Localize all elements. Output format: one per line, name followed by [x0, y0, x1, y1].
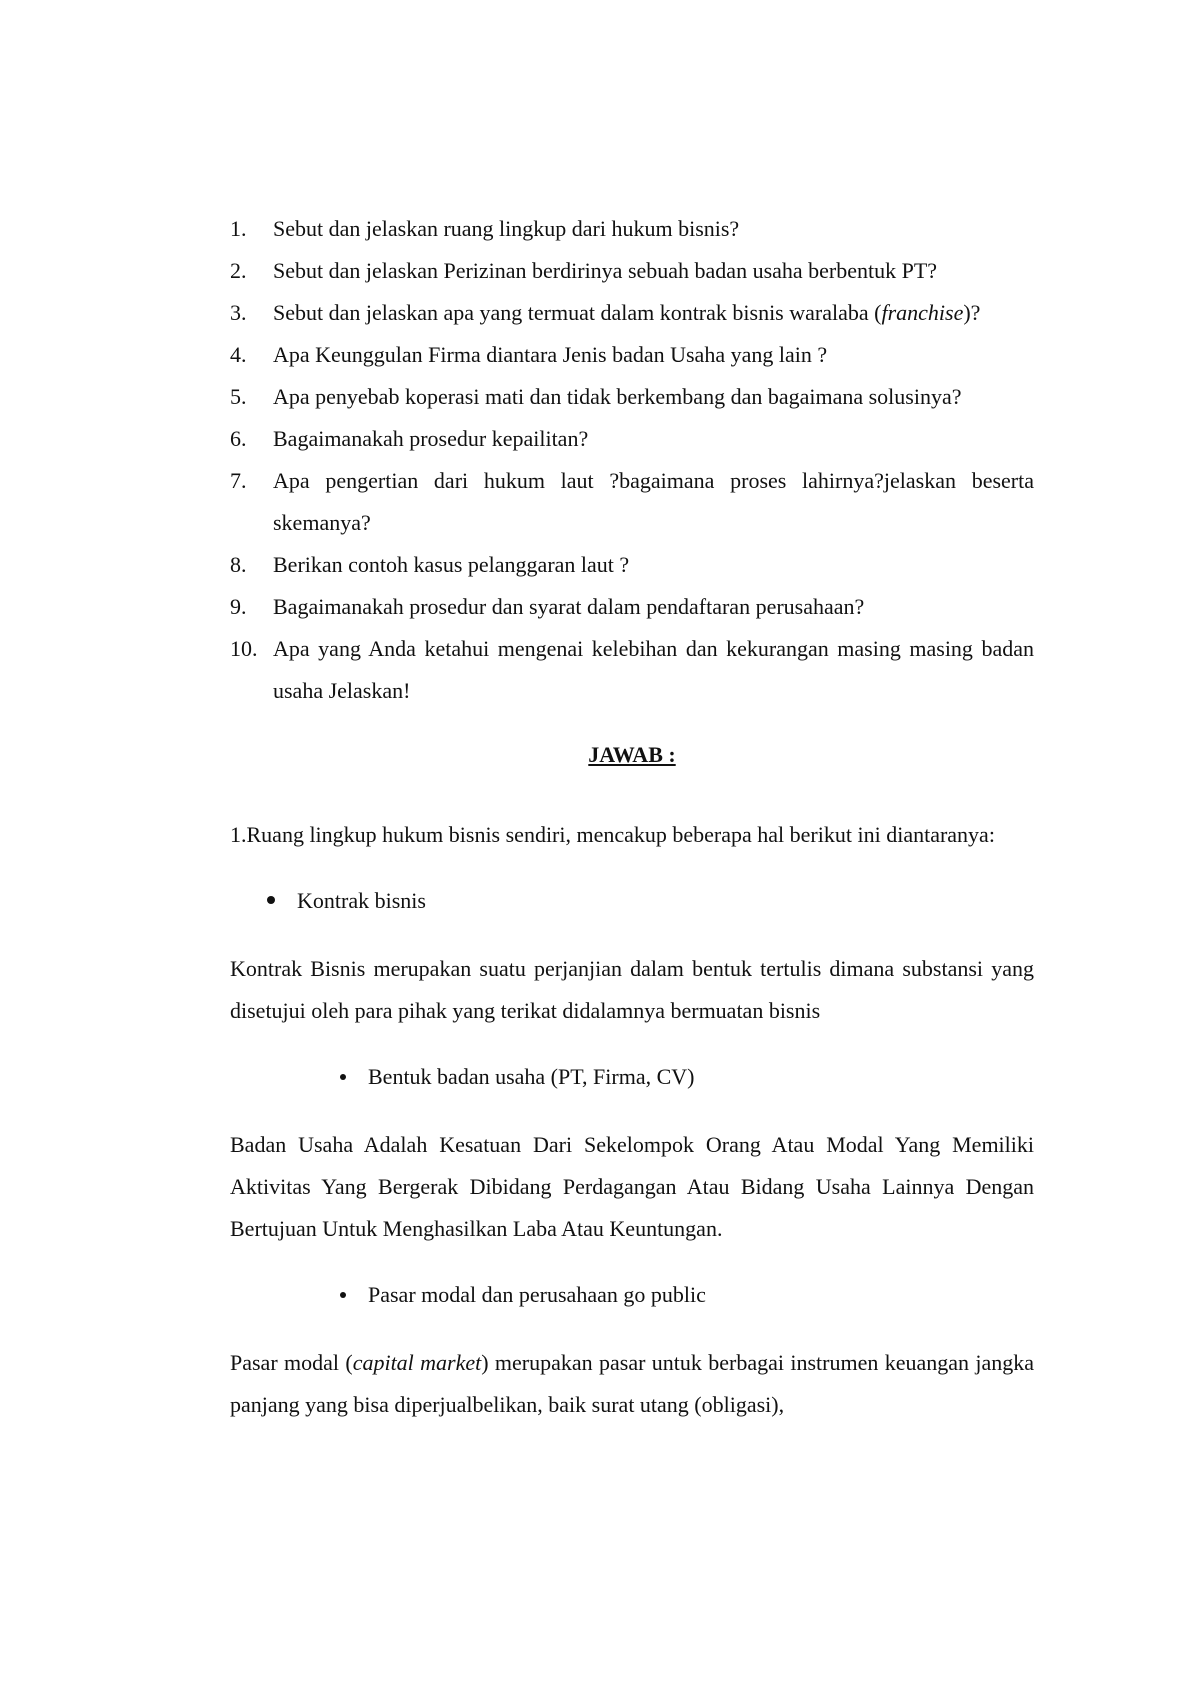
- question-text: Berikan contoh kasus pelanggaran laut ?: [273, 552, 630, 577]
- question-text: Apa pengertian dari hukum laut ?bagaimana proses lahirnya?jelaskan beserta skemanya?: [273, 468, 1034, 535]
- question-item: [230, 334, 1034, 376]
- question-number: 4.: [230, 342, 247, 367]
- question-item: [230, 292, 1034, 334]
- question-text: Sebut dan jelaskan ruang lingkup dari hukum bisnis?: [273, 216, 740, 241]
- question-text: Bagaimanakah prosedur kepailitan?: [273, 426, 589, 451]
- question-number: 6.: [230, 426, 247, 451]
- question-item: [230, 250, 1034, 292]
- question-item: [230, 460, 1034, 544]
- question-number: 1.: [230, 216, 247, 241]
- answer-intro: 1.Ruang lingkup hukum bisnis sendiri, mencakup beberapa hal berikut ini diantaranya:: [230, 822, 995, 847]
- bullet-text: Kontrak bisnis: [297, 888, 426, 913]
- question-text: Sebut dan jelaskan Perizinan berdirinya sebuah badan usaha berbentuk PT?: [273, 258, 938, 283]
- question-text: Apa Keunggulan Firma diantara Jenis badan Usaha yang lain ?: [273, 342, 828, 367]
- question-number: 5.: [230, 384, 247, 409]
- question-text-part: Sebut dan jelaskan apa yang termuat dalam kontrak bisnis waralaba (: [273, 300, 882, 325]
- question-text: Apa yang Anda ketahui mengenai kelebihan dan kekurangan masing masing badan usaha Jelaskan!: [273, 636, 1034, 703]
- question-text-italic: franchise: [881, 300, 964, 325]
- answer-paragraph: [230, 1342, 1034, 1426]
- question-number: 8.: [230, 552, 247, 577]
- question-item: [230, 586, 1034, 628]
- question-number: 10.: [230, 636, 258, 661]
- question-item: [230, 376, 1034, 418]
- bullet-text: Pasar modal dan perusahaan go public: [368, 1282, 706, 1307]
- bullet-item: [230, 1056, 1034, 1098]
- question-text-part: )?: [963, 300, 981, 325]
- question-item: [230, 628, 1034, 712]
- answer-paragraph: Badan Usaha Adalah Kesatuan Dari Sekelompok Orang Atau Modal Yang Memiliki Aktivitas Yang Bergerak Dibidang Perdagangan Atau Bidang Usaha Lainnya Dengan Bertujuan Untuk Menghasilkan Laba Atau Keuntungan.: [230, 1132, 1034, 1241]
- paragraph-italic: capital market: [352, 1350, 482, 1375]
- question-list: [230, 208, 1034, 712]
- question-item: [230, 418, 1034, 460]
- bullet-icon: [340, 1292, 346, 1298]
- bullet-icon: [267, 896, 275, 904]
- question-item: [230, 208, 1034, 250]
- question-item: [230, 544, 1034, 586]
- paragraph-part: Pasar modal (: [230, 1350, 353, 1375]
- question-text: Apa penyebab koperasi mati dan tidak berkembang dan bagaimana solusinya?: [273, 384, 962, 409]
- question-number: 2.: [230, 258, 247, 283]
- bullet-item: [230, 880, 1034, 922]
- document-page: [230, 208, 1034, 1426]
- bullet-text: Bentuk badan usaha (PT, Firma, CV): [368, 1064, 695, 1089]
- paragraph-part: ) merupakan pasar untuk berbagai instrumen keuangan jangka panjang yang bisa diperjualbelikan, baik surat utang (obligasi),: [230, 1350, 1034, 1417]
- question-text: [273, 292, 1034, 334]
- question-number: 7.: [230, 468, 247, 493]
- question-number: 9.: [230, 594, 247, 619]
- bullet-item: [230, 1274, 1034, 1316]
- bullet-icon: [340, 1074, 346, 1080]
- question-number: 3.: [230, 300, 247, 325]
- answer-paragraph: Kontrak Bisnis merupakan suatu perjanjian dalam bentuk tertulis dimana substansi yang disetujui oleh para pihak yang terikat didalamnya bermuatan bisnis: [230, 956, 1034, 1023]
- answer-heading: JAWAB :: [588, 742, 676, 767]
- question-text: Bagaimanakah prosedur dan syarat dalam pendaftaran perusahaan?: [273, 594, 865, 619]
